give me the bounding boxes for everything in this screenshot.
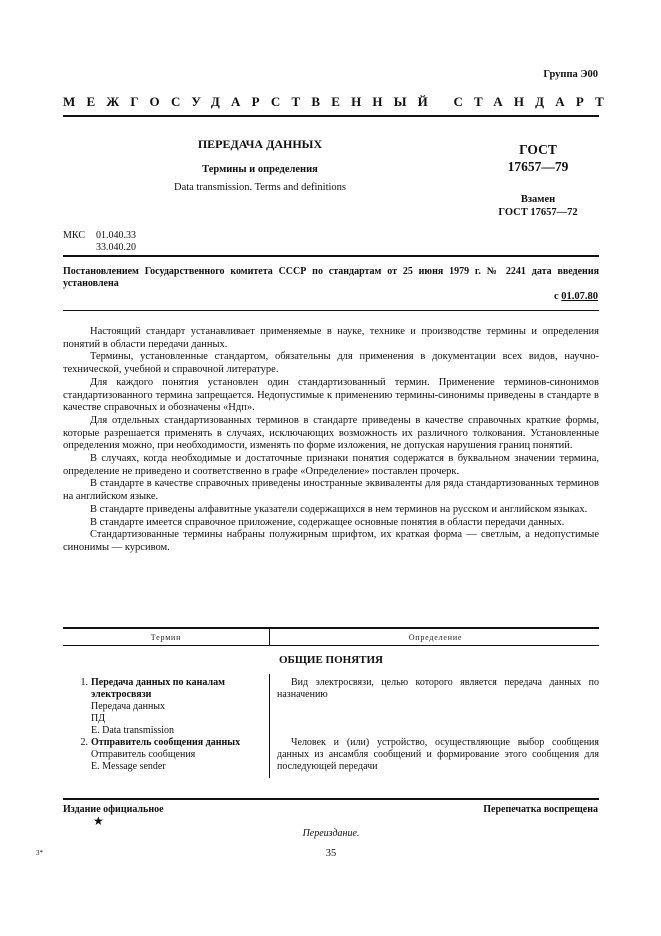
gost-number <box>488 141 588 175</box>
definition-2 <box>277 737 599 773</box>
paragraph: В стандарте приведены алфавитные указатели содержащихся в нем терминов на русском и английском языках. <box>90 503 588 515</box>
section-heading: ОБЩИЕ ПОНЯТИЯ <box>278 654 383 666</box>
official-edition: Издание официальное <box>63 804 164 815</box>
term-english: E. Message sender <box>91 761 166 772</box>
term-number: 2. <box>80 737 88 748</box>
column-header-definition: Определение <box>408 633 463 642</box>
definition-text: Вид электросвязи, целью которого является передача данных по назначению <box>277 677 599 700</box>
column-header-term: Термин <box>150 633 182 642</box>
term-abbreviation: ПД <box>91 713 106 724</box>
replaces-note <box>478 193 598 219</box>
replaces-code: ГОСТ 17657—72 <box>498 207 578 218</box>
paragraph: Настоящий стандарт устанавливает применяемые в науке, технике и производстве термины и определения понятий в области передачи данных. <box>63 326 599 350</box>
document-subtitle: Термины и определения <box>202 164 318 175</box>
footer-rule <box>63 798 599 800</box>
decree-bottom-rule <box>63 310 599 311</box>
page-number: 35 <box>325 848 337 859</box>
term-entry-2 <box>63 737 263 773</box>
mks-code-1: 01.040.33 <box>96 230 136 241</box>
gost-label: ГОСТ <box>519 142 557 157</box>
document-title: ПЕРЕДАЧА ДАННЫХ <box>197 137 323 151</box>
definition-text: Человек и (или) устройство, осуществляющие выбор сообщения данных из ансамбля сообщений и формирование этого сообщения для последующей передачи <box>277 737 599 772</box>
term-name: Передача данных по каналам электросвязи <box>91 677 225 700</box>
term-number: 1. <box>80 677 88 688</box>
mks-code-2: 33.040.20 <box>96 242 136 253</box>
reissue-note: Переиздание. <box>302 828 360 839</box>
table-top-rule <box>63 627 599 629</box>
term-name: Отправитель сообщения данных <box>91 737 241 748</box>
gost-code: 17657—79 <box>507 159 569 174</box>
mks-label: МКС <box>63 230 85 241</box>
term-short-form: Отправитель сообщения <box>91 749 196 760</box>
introduction-date <box>554 291 598 302</box>
table-header-divider <box>269 628 270 645</box>
paragraph: В стандарте в качестве справочных приведены иностранные эквиваленты для ряда стандартизованных терминов на английском языке. <box>63 478 599 503</box>
date-value: 01.07.80 <box>561 291 598 302</box>
paragraph: В стандарте имеется справочное приложение, содержащее основные понятия в области передачи данных. <box>90 516 565 528</box>
body-text <box>63 326 599 555</box>
decree-top-rule <box>63 255 599 257</box>
printer-signature: 3* <box>36 849 43 857</box>
paragraph: Для отдельных стандартизованных терминов в стандарте приведены в качестве справочных краткие формы, которые разрешается применять в случаях, исключающих возможность их различного толкования. Установленные определения можно, при необходимости, изменять по форме изложения, не допуская нарушения границ понятий. <box>63 414 599 452</box>
decree-text: Постановлением Государственного комитета СССР по стандартам от 25 июня 1979 г. № 2241 дата введения установлена <box>63 266 599 289</box>
term-entry-1 <box>63 677 263 737</box>
reprint-forbidden: Перепечатка воспрещена <box>483 804 598 815</box>
table-header-rule <box>63 645 599 646</box>
term-short-form: Передача данных <box>91 701 166 712</box>
table-column-divider <box>269 674 270 778</box>
group-code: Группа Э00 <box>543 69 598 80</box>
term-english: E. Data transmission <box>91 725 175 736</box>
definition-1 <box>277 677 599 701</box>
star-icon: ★ <box>93 814 104 828</box>
standard-banner: МЕЖГОСУДАРСТВЕННЫЙ СТАНДАРТ <box>63 94 616 109</box>
paragraph: Для каждого понятия установлен один стандартизованный термин. Применение терминов-синонимов стандартизованного термина запрещается. Недопустимые к применению термины-синонимы приведены в стандарте в качестве справочных и обозначены «Ндп». <box>63 376 599 414</box>
date-prefix: с <box>553 291 559 302</box>
english-title: Data transmission. Terms and definitions <box>173 182 346 193</box>
paragraph: Стандартизованные термины набраны полужирным шрифтом, их краткая форма — светлым, а недопустимые синонимы — курсивом. <box>63 529 599 553</box>
paragraph: Термины, установленные стандартом, обязательны для применения в документации всех видов, научно-технической, учебной и справочной литературе. <box>63 351 599 376</box>
paragraph: В случаях, когда необходимые и достаточные признаки понятия содержатся в буквальном значении термина, определение не приведено и соответственно в графе «Определение» поставлен прочерк. <box>63 453 599 477</box>
replaces-label: Взамен <box>520 194 556 205</box>
header-rule <box>63 115 599 117</box>
mks-codes <box>63 230 136 254</box>
